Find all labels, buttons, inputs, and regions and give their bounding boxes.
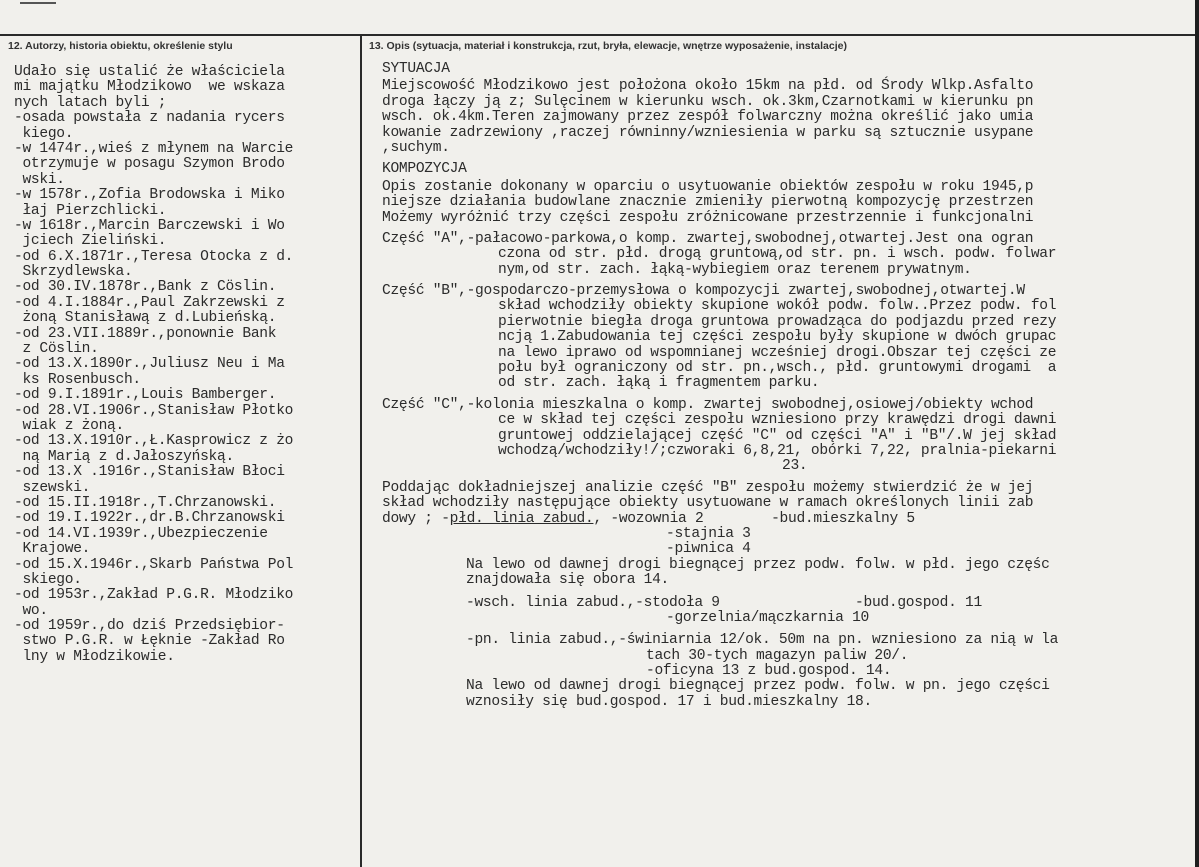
part-c-line: wchodzą/wchodziły!/;czworaki 6,8,21, obórki 7,22, pralnia-piekarni — [498, 442, 1057, 459]
part-c-line: 23. — [782, 458, 808, 475]
history-line: -od 13.X.1910r.,Ł.Kasprowicz z żo — [14, 433, 294, 450]
sytuacja-line: ,suchym. — [382, 139, 450, 156]
section-title-sytuacja: SYTUACJA — [382, 62, 450, 77]
history-line: -od 4.I.1884r.,Paul Zakrzewski z — [14, 294, 285, 311]
sytuacja-line: kowanie zadrzewiony ,raczej równinny/wzniesienia w parku są sztucznie usypane — [382, 124, 1034, 141]
section-title-kompozycja: KOMPOZYCJA — [382, 161, 467, 178]
history-line: -od 14.VI.1939r.,Ubezpieczenie — [14, 525, 268, 542]
south-line-label: płd. linia zabud. — [449, 510, 594, 527]
north-note-line: wznosiły się bud.gospod. 17 i bud.mieszkalny 18. — [466, 693, 872, 710]
history-line: -od 30.IV.1878r.,Bank z Cöslin. — [14, 279, 277, 296]
part-b-line: ncją 1.Zabudowania tej części zespołu były skupione w dwóch grupac — [498, 329, 1057, 346]
history-line: kiego. — [14, 125, 74, 142]
corner-mark — [20, 2, 56, 4]
analysis-prefix: dowy ; - — [382, 510, 450, 527]
part-b-paragraph — [382, 284, 1197, 392]
history-line: łaj Pierzchlicki. — [14, 202, 167, 219]
sytuacja-paragraph — [382, 79, 1197, 156]
history-line: -osada powstała z nadania rycers — [14, 110, 285, 127]
part-a-line: Część "A",-pałacowo-parkowa,o komp. zwartej,swobodnej,otwartej.Jest ona ogran — [382, 230, 1034, 247]
top-rule — [0, 34, 1199, 36]
history-line: -od 1953r.,Zakład P.G.R. Młodziko — [14, 587, 294, 604]
sytuacja-line: wsch. ok.4km.Teren zajmowany przez zespół folwarczny można określić jako umia — [382, 109, 1034, 126]
history-line: -od 23.VII.1889r.,ponownie Bank — [14, 325, 277, 342]
history-line: lny w Młodzikowie. — [14, 648, 175, 665]
history-line: z Cöslin. — [14, 341, 99, 358]
history-line: -od 9.I.1891r.,Louis Bamberger. — [14, 387, 277, 404]
part-c-paragraph — [382, 398, 1197, 475]
part-c-line: ce w skład tej części zespołu wzniesiono przy krawędzi drogi dawni — [498, 412, 1057, 429]
kompozycja-line: Możemy wyróżnić trzy części zespołu zróżnicowane przestrzennie i funkcjonalni — [382, 209, 1034, 226]
kompozycja-paragraph — [382, 180, 1197, 226]
history-line: ną Marią z d.Jałoszyńską. — [14, 448, 234, 465]
part-b-line: skład wchodziły obiekty skupione wokół podw. folw..Przez podw. fol — [498, 298, 1057, 315]
history-line: -od 28.VI.1906r.,Stanisław Płotko — [14, 402, 294, 419]
part-a-paragraph — [382, 232, 1197, 278]
analysis-line-south — [382, 512, 1197, 527]
history-line: jciech Zieliński. — [14, 233, 167, 250]
history-line: ks Rosenbusch. — [14, 371, 141, 388]
history-line: żoną Stanisławą z d.Lubieńską. — [14, 310, 277, 327]
history-line: Skrzydlewska. — [14, 264, 133, 281]
history-line: nych latach byli ; — [14, 94, 167, 111]
east-item: -gorzelnia/mączkarnia 10 — [666, 609, 869, 626]
history-line: -od 19.I.1922r.,dr.B.Chrzanowski — [14, 510, 285, 527]
north-note-line: Na lewo od dawnej drogi biegnącej przez podw. folw. w pn. jego części — [466, 678, 1050, 695]
history-line: -od 15.II.1918r.,T.Chrzanowski. — [14, 494, 277, 511]
history-line: -od 15.X.1946r.,Skarb Państwa Pol — [14, 556, 294, 573]
history-line: -od 13.X .1916r.,Stanisław Błoci — [14, 464, 285, 481]
analysis-paragraph — [382, 481, 1197, 710]
kompozycja-line: Opis zostanie dokonany w oparciu o usytuowanie obiektów zespołu w roku 1945,p — [382, 178, 1034, 195]
north-line: tach 30-tych magazyn paliw 20/. — [646, 647, 909, 664]
description-column — [382, 62, 1197, 716]
part-a-line: nym,od str. zach. łąką-wybiegiem oraz terenem prywatnym. — [498, 261, 972, 278]
south-note-line: znajdowała się obora 14. — [466, 572, 669, 589]
east-line: -wsch. linia zabud.,-stodoła 9 -bud.gospod. 11 — [466, 594, 982, 611]
part-b-line: Część "B",-gospodarczo-przemysłowa o kompozycji zwartej,swobodnej,otwartej.W — [382, 283, 1025, 300]
left-column-header: 12. Autorzy, historia obiektu, określenie stylu — [8, 40, 233, 52]
analysis-suffix: , -wozownia 2 -bud.mieszkalny 5 — [593, 510, 915, 527]
history-line: -w 1578r.,Zofia Brodowska i Miko — [14, 187, 285, 204]
history-line: wski. — [14, 171, 65, 188]
history-line: mi majątku Młodzikowo we wskaza — [14, 79, 285, 96]
analysis-line: Poddając dokładniejszej analizie część "B" zespołu możemy stwierdzić że w jej — [382, 479, 1034, 496]
part-a-line: czona od str. płd. drogą gruntową,od str. pn. i wsch. podw. folwar — [498, 246, 1057, 263]
history-column — [14, 65, 358, 665]
part-b-line: od str. zach. łąką i fragmentem parku. — [498, 375, 820, 392]
kompozycja-line: niejsze działania budowlane znacznie zmieniły pierwotną kompozycję przestrzen — [382, 194, 1034, 211]
right-column-header: 13. Opis (sytuacja, materiał i konstrukcja, rzut, bryła, elewacje, wnętrze wyposażenie, instalacje) — [369, 40, 847, 52]
sytuacja-line: Miejscowość Młodzikowo jest położona około 15km na płd. od Środy Wlkp.Asfalto — [382, 78, 1034, 95]
part-b-line: pierwotnie biegła droga gruntowa prowadząca do podjazdu przed rezy — [498, 313, 1057, 330]
history-line: skiego. — [14, 571, 82, 588]
sytuacja-line: droga łączy ją z; Sulęcinem w kierunku wsch. ok.3km,Czarnotkami w kierunku pn — [382, 93, 1034, 110]
history-line: -od 13.X.1890r.,Juliusz Neu i Ma — [14, 356, 285, 373]
part-c-line: Część "C",-kolonia mieszkalna o komp. zwartej swobodnej,osiowej/obiekty wchod — [382, 396, 1034, 413]
history-line: szewski. — [14, 479, 91, 496]
history-line: Udało się ustalić że właściciela — [14, 64, 285, 80]
part-c-line: gruntowej oddzielającej część "C" od części "A" i "B"/.W jej skład — [498, 427, 1057, 444]
history-line: otrzymuje w posagu Szymon Brodo — [14, 156, 285, 173]
history-line: -w 1618r.,Marcin Barczewski i Wo — [14, 217, 285, 234]
history-line: -od 6.X.1871r.,Teresa Otocka z d. — [14, 248, 294, 265]
part-b-line: na lewo iprawo od wspomnianej wcześniej drogi.Obszar tej części ze — [498, 344, 1057, 361]
south-item: -stajnia 3 — [666, 525, 751, 542]
history-line: wo. — [14, 602, 48, 619]
history-line: Krajowe. — [14, 541, 91, 558]
history-line: -w 1474r.,wieś z młynem na Warcie — [14, 140, 294, 157]
history-line: wiak z żoną. — [14, 417, 124, 434]
history-line: -od 1959r.,do dziś Przedsiębior- — [14, 618, 285, 635]
north-item: -oficyna 13 z bud.gospod. 14. — [646, 663, 892, 680]
column-divider — [360, 36, 362, 867]
part-b-line: połu był ograniczony od str. pn.,wsch., płd. gruntowymi drogami a — [498, 360, 1057, 377]
south-note-line: Na lewo od dawnej drogi biegnącej przez podw. folw. w płd. jego częśc — [466, 556, 1050, 573]
south-item: -piwnica 4 — [666, 541, 751, 558]
history-line: stwo P.G.R. w Łęknie -Zakład Ro — [14, 633, 285, 650]
analysis-line: skład wchodziły następujące obiekty usytuowane w ramach określonych linii zab — [382, 495, 1034, 512]
north-line: -pn. linia zabud.,-świniarnia 12/ok. 50m na pn. wzniesiono za nią w la — [466, 632, 1059, 649]
